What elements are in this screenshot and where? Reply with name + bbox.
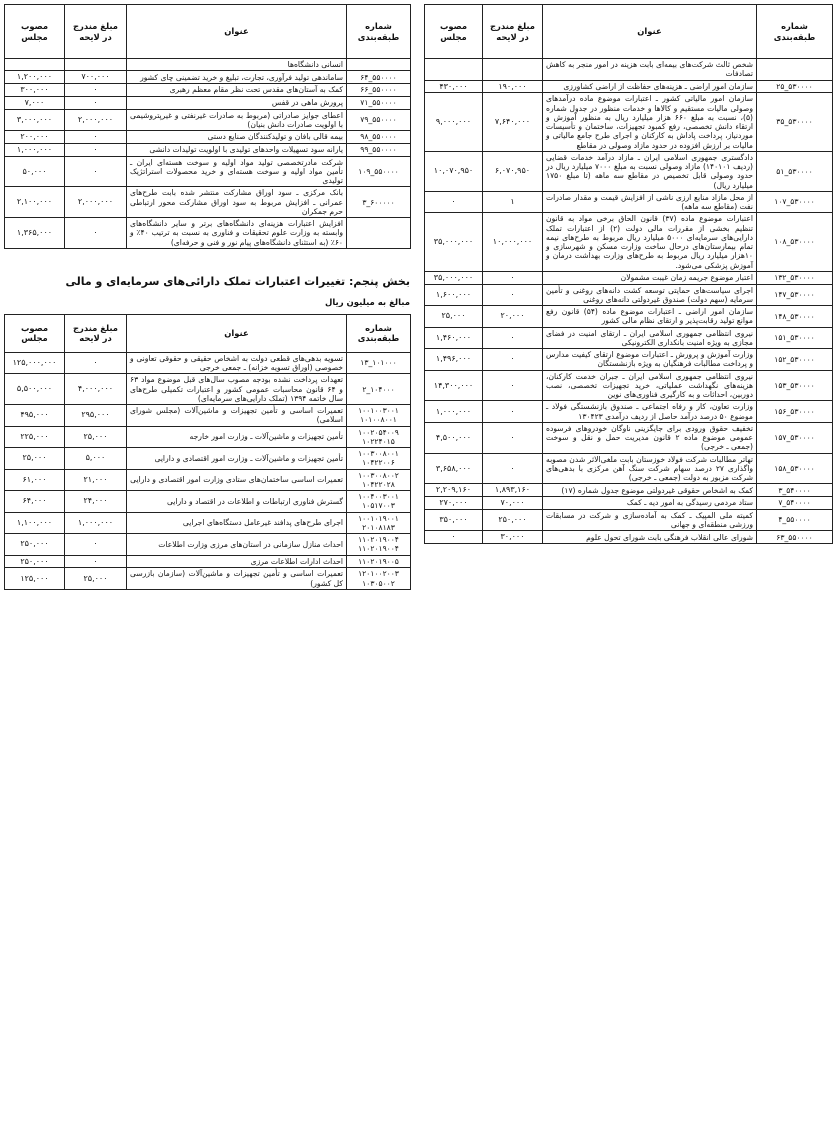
amount-cell: ۲۵,۰۰۰ (65, 568, 127, 590)
header-approved: مصوب مجلس (5, 314, 65, 352)
title-cell: سازمان امور اراضی ـ اعتبارات موضوع ماده (۵۴) قانون رفع موانع تولید رقابت‌پذیر و ارتقای نظام مالی کشور (543, 306, 757, 328)
amount-cell: ۲۱,۰۰۰ (65, 469, 127, 491)
amount-cell: ۶,۰۷۰,۹۵۰ (483, 151, 543, 191)
title-cell: کمیته ملی المپیک ـ کمک به آماده‌سازی و شرکت در مسابقات ورزشی منطقه‌ای و جهانی (543, 509, 757, 531)
title-cell: وزارت آموزش و پرورش ـ اعتبارات موضوع ارتقای کیفیت مدارس و پرداخت مطالبات فرهنگیان به ویژه بازنشستگان (543, 349, 757, 371)
header-amount: مبلغ مندرج در لایحه (483, 5, 543, 59)
amount-cell: ۱,۸۹۳,۱۶۰ (483, 484, 543, 497)
table-row (5, 109, 411, 131)
table-row (425, 59, 833, 81)
approved-cell: ۲,۱۰۰,۰۰۰ (5, 187, 65, 218)
title-cell: یارانه سود تسهیلات واحدهای تولیدی با اولویت تولیدات دانشی (127, 143, 347, 156)
title-cell: شرکت مادرتخصصی تولید مواد اولیه و سوخت هسته‌ای ایران ـ تأمین مواد اولیه و سوخت هسته‌ای و خرید محصولات استراتژیک تولیدی (127, 156, 347, 187)
code-cell: ۶۰۰۰۰۰_۳ (347, 187, 411, 218)
header-code: شماره طبقه‌بندی (347, 5, 411, 59)
table-row (425, 93, 833, 152)
amount-cell: ۰ (483, 401, 543, 423)
header-code: شماره طبقه‌بندی (347, 314, 411, 352)
code-cell: ۵۵۰۰۰۰_۹۹ (347, 143, 411, 156)
title-cell: اعطای جوایز صادراتی (مربوط به صادرات غیرنفتی و غیرپتروشیمی با اولویت صادرات دانش بنیان) (127, 109, 347, 131)
approved-cell: ۴۳۰,۰۰۰ (425, 80, 483, 93)
approved-cell: ۲۷۰,۰۰۰ (425, 497, 483, 510)
code-cell: ۵۳۰۰۰۰_۱۴۸ (757, 306, 833, 328)
amount-cell: ۰ (65, 84, 127, 97)
code-cell: ۱۰۰۴۰۰۳۰۰۱ ۱۰۵۱۷۰۰۳ (347, 491, 411, 513)
approved-cell: ۱,۳۶۵,۰۰۰ (5, 218, 65, 249)
title-cell: شورای عالی انقلاب فرهنگی بابت شورای تحول علوم (543, 531, 757, 544)
approved-cell: ۱۲۵,۰۰۰ (5, 568, 65, 590)
amount-cell: ۰ (65, 131, 127, 144)
title-cell: انسانی دانشگاه‌ها (127, 59, 347, 71)
right-table-body (425, 59, 833, 544)
table-row (425, 422, 833, 453)
approved-cell: ۱,۲۰۰,۰۰۰ (5, 71, 65, 84)
code-cell: ۵۳۰۰۰۰_۱۰۷ (757, 191, 833, 213)
amount-cell: ۰ (65, 534, 127, 556)
table-row (425, 284, 833, 306)
table-row (425, 531, 833, 544)
title-cell: نیروی انتظامی جمهوری اسلامی ایران ـ ارتقای امنیت در فضای مجازی به ویژه امنیت بانکداری الکترونیکی (543, 327, 757, 349)
title-cell: کمک به اشخاص حقوقی غیردولتی موضوع جدول شماره (۱۷) (543, 484, 757, 497)
table-row (425, 306, 833, 328)
code-cell: ۵۵۰۰۰۰_۹۸ (347, 131, 411, 144)
approved-cell: ۳۵۰,۰۰۰ (425, 509, 483, 531)
amount-cell: ۷۰,۰۰۰ (483, 497, 543, 510)
title-cell: تهاتر مطالبات شرکت فولاد خوزستان بابت ملغی‌الاثر شدن مصوبه واگذاری ۲۷ درصد سهام شرکت سنگ آهن مرکزی با بدهی‌های شرکت مزبور به دولت (جمعی ـ خرجی) (543, 453, 757, 484)
code-cell: ۵۴۰۰۰۰_۷ (757, 497, 833, 510)
amount-cell: ۱۹۰,۰۰۰ (483, 80, 543, 93)
approved-cell: ۴۹۵,۰۰۰ (5, 405, 65, 427)
approved-cell: ۵,۵۰۰,۰۰۰ (5, 374, 65, 405)
approved-cell: ۱,۰۰۰,۰۰۰ (425, 401, 483, 423)
title-cell: ستاد مردمی رسیدگی به امور دیه ـ کمک (543, 497, 757, 510)
code-cell: ۵۵۰۰۰۰_۶۶ (347, 84, 411, 97)
approved-cell: ۱,۴۶۰,۰۰۰ (425, 327, 483, 349)
approved-cell: ۶۴,۰۰۰ (5, 491, 65, 513)
code-cell: ۵۳۰۰۰۰_۱۰۸ (757, 213, 833, 272)
approved-cell: ۱۴,۳۰۰,۰۰۰ (425, 370, 483, 401)
table-row (425, 80, 833, 93)
code-cell: ۵۳۰۰۰۰_۱۵۶ (757, 401, 833, 423)
title-cell: بانک مرکزی ـ سود اوراق مشارکت منتشر شده بابت طرح‌های عمرانی ـ افزایش مربوط به سود اوراق مشارکت محور ارتباطی حرم جمکران (127, 187, 347, 218)
right-table (424, 4, 833, 544)
table-row (5, 187, 411, 218)
amount-cell: ۵,۰۰۰ (65, 448, 127, 470)
code-cell: ۱۰۱۰۰۰_۱۳ (347, 352, 411, 374)
table-row (425, 213, 833, 272)
approved-cell: ۳,۰۰۰,۰۰۰ (5, 109, 65, 131)
code-cell: ۵۵۰۰۰۰_۶۳ (757, 531, 833, 544)
title-cell: اجرای سیاست‌های حمایتی توسعه کشت دانه‌های روغنی و تأمین سرمایه (سهم دولت) صندوق غیردولتی دانه‌های روغنی (543, 284, 757, 306)
amount-cell: ۴,۰۰۰,۰۰۰ (65, 374, 127, 405)
header-approved: مصوب مجلس (425, 5, 483, 59)
approved-cell: ۳۵,۰۰۰,۰۰۰ (425, 271, 483, 284)
table-row (425, 271, 833, 284)
right-column (424, 4, 832, 544)
amount-cell (65, 59, 127, 71)
title-cell: تسویه بدهی‌های قطعی دولت به اشخاص حقیقی و حقوقی تعاونی و خصوصی (اوراق تسویه خزانه) ـ جمعی خرجی (127, 352, 347, 374)
amount-cell: ۰ (65, 555, 127, 568)
amount-cell: ۲۵۰,۰۰۰ (483, 509, 543, 531)
title-cell: ساماندهی تولید فرآوری، تجارت، تبلیغ و خرید تضمینی چای کشور (127, 71, 347, 84)
code-cell: ۵۳۰۰۰۰_۱۵۷ (757, 422, 833, 453)
amount-cell: ۰ (483, 349, 543, 371)
left-column (4, 4, 410, 590)
header-title: عنوان (127, 5, 347, 59)
unit-label: مبالغ به میلیون ریال (324, 297, 410, 308)
approved-cell: ۲۵۰,۰۰۰ (5, 534, 65, 556)
table-row (5, 352, 411, 374)
approved-cell: ۱,۶۰۰,۰۰۰ (425, 284, 483, 306)
code-cell: ۵۳۰۰۰۰_۱۵۸ (757, 453, 833, 484)
approved-cell: ۱,۴۹۶,۰۰۰ (425, 349, 483, 371)
table-row (5, 512, 411, 534)
code-cell: ۱۰۰۱۰۱۹۰۰۱ ۲۰۱۰۸۱۸۳ (347, 512, 411, 534)
title-cell: احداث ادارات اطلاعات مرزی (127, 555, 347, 568)
table-row (425, 370, 833, 401)
code-cell: ۱۰۰۳۰۰۸۰۰۲ ۱۰۴۲۲۰۲۸ (347, 469, 411, 491)
code-cell: ۵۳۰۰۰۰_۱۵۲ (757, 349, 833, 371)
table-row (425, 151, 833, 191)
title-cell: سازمان امور مالیاتی کشور ـ اعتبارات موضوع ماده درآمدهای وصولی مالیات مستقیم و کالاها و خدمات منظور در جدول شماره (۵)، نسبت به مبلغ ۶۶۰ هزار میلیارد ریال به منظور آموزش و ارتقاء دانش تخصصی، رفع کمبود تجهیزات، ساختمان و تأسیسات موردنیاز، پرداخت پاداش به کارکنان و اجرای طرح جامع مالیاتی و مالیات بر ارزش افزوده در حدود مازاد وصولی در مقاطع (543, 93, 757, 152)
approved-cell: ۲۵,۰۰۰ (425, 306, 483, 328)
approved-cell: ۰ (425, 191, 483, 213)
approved-cell (5, 59, 65, 71)
code-cell: ۱۱۰۲۰۱۹۰۰۵ (347, 555, 411, 568)
table-row (5, 96, 411, 109)
title-cell: دادگستری جمهوری اسلامی ایران ـ مازاد درآمد خدمات قضایی (ردیف ۱۴۰۱۰۱) مازاد وصولی نسبت به مبلغ ۷۰۰۰ میلیارد ریال در حدود وصولی قابل تخصیص در مقاطع سه ماهه (تا مبلغ ۱۷۵۰ میلیارد ریال) (543, 151, 757, 191)
title-cell: اعتبار موضوع جریمه زمان غیبت مشمولان (543, 271, 757, 284)
amount-cell (483, 59, 543, 81)
code-cell: ۵۵۰۰۰۰_۱۰۹ (347, 156, 411, 187)
title-cell: کمک به آستان‌های مقدس تحت نظر مقام معظم رهبری (127, 84, 347, 97)
approved-cell: ۹,۰۰۰,۰۰۰ (425, 93, 483, 152)
title-cell: تعمیرات اساسی و تأمین تجهیزات و ماشین‌آلات (مجلس شورای اسلامی) (127, 405, 347, 427)
table-row (5, 59, 411, 71)
title-cell: سازمان امور اراضی ـ هزینه‌های حفاظت از اراضی کشاورزی (543, 80, 757, 93)
code-cell: ۵۳۰۰۰۰_۱۵۳ (757, 370, 833, 401)
amount-cell: ۰ (65, 143, 127, 156)
table-row (5, 143, 411, 156)
code-cell: ۱۲۰۱۰۰۲۰۰۳ ۱۰۳۰۵۰۰۲ (347, 568, 411, 590)
code-cell: ۱۰۰۱۰۰۳۰۰۱ ۱۰۱۰۰۸۰۰۱ (347, 405, 411, 427)
title-cell: نیروی انتظامی جمهوری اسلامی ایران ـ جبران خدمت کارکنان، هزینه‌های نگهداشت عملیاتی، خرید تجهیزات تخصصی، نصب دوربین، احداثات و به کارگیری فناوری‌های نوین (543, 370, 757, 401)
amount-cell: ۰ (65, 156, 127, 187)
left-top-table-body (5, 59, 411, 249)
title-cell: تعهدات پرداخت نشده بودجه مصوب سال‌های قبل موضوع مواد ۶۳ و ۶۴ قانون محاسبات عمومی کشور و اعتبارات تکمیلی طرح‌های سال خاتمه ۱۳۹۴ (تملک دارایی‌های سرمایه‌ای) (127, 374, 347, 405)
approved-cell (425, 59, 483, 81)
header-approved: مصوب مجلس (5, 5, 65, 59)
amount-cell: ۰ (483, 453, 543, 484)
table-row (5, 448, 411, 470)
section-title: بخش پنجم: تغییرات اعتبارات تملک دارائی‌های سرمایه‌ای و مالی (65, 274, 410, 288)
title-cell: پرورش ماهی در قفس (127, 96, 347, 109)
table-row (5, 534, 411, 556)
left-top-table (4, 4, 411, 249)
amount-cell: ۱ (483, 191, 543, 213)
approved-cell: ۲۵۰,۰۰۰ (5, 555, 65, 568)
code-cell: ۵۳۰۰۰۰_۳۵ (757, 93, 833, 152)
header-amount: مبلغ مندرج در لایحه (65, 314, 127, 352)
approved-cell: ۴,۵۰۰,۰۰۰ (425, 422, 483, 453)
code-cell (757, 59, 833, 81)
table-row (425, 191, 833, 213)
left-bottom-table (4, 314, 411, 590)
table-row (5, 469, 411, 491)
code-cell: ۵۴۰۰۰۰_۳ (757, 484, 833, 497)
code-cell: ۵۳۰۰۰۰_۱۳۲ (757, 271, 833, 284)
approved-cell: ۰ (425, 531, 483, 544)
approved-cell: ۱۲۵,۰۰۰,۰۰۰ (5, 352, 65, 374)
table-row (5, 374, 411, 405)
title-cell: از محل مازاد منابع ارزی ناشی از افزایش قیمت و مقدار صادرات نفت (مقاطع سه ماهه) (543, 191, 757, 213)
amount-cell: ۱,۰۰۰,۰۰۰ (65, 512, 127, 534)
code-cell: ۵۳۰۰۰۰_۵۱ (757, 151, 833, 191)
code-cell: ۱۱۰۲۰۱۹۰۰۴ ۱۱۰۲۰۱۹۰۰۴ (347, 534, 411, 556)
amount-cell: ۰ (65, 352, 127, 374)
table-row (425, 453, 833, 484)
code-cell: ۵۵۰۰۰۰_۷۱ (347, 96, 411, 109)
table-row (425, 349, 833, 371)
approved-cell: ۲۲۵,۰۰۰ (5, 426, 65, 448)
approved-cell: ۷,۰۰۰ (5, 96, 65, 109)
title-cell: احداث منازل سازمانی در استان‌های مرزی وزارت اطلاعات (127, 534, 347, 556)
table-row (5, 555, 411, 568)
table-row (5, 491, 411, 513)
amount-cell: ۲,۰۰۰,۰۰۰ (65, 109, 127, 131)
amount-cell: ۰ (65, 218, 127, 249)
approved-cell: ۱۰,۰۷۰,۹۵۰ (425, 151, 483, 191)
amount-cell: ۰ (483, 422, 543, 453)
title-cell: تأمین تجهیزات و ماشین‌آلات ـ وزارت امور اقتصادی و دارایی (127, 448, 347, 470)
table-row (425, 497, 833, 510)
amount-cell: ۲۰,۰۰۰ (483, 306, 543, 328)
header-code: شماره طبقه‌بندی (757, 5, 833, 59)
amount-cell: ۰ (483, 271, 543, 284)
amount-cell: ۰ (65, 96, 127, 109)
approved-cell: ۳۵,۰۰۰,۰۰۰ (425, 213, 483, 272)
code-cell: ۵۵۰۰۰۰_۷۹ (347, 109, 411, 131)
amount-cell: ۱۰,۰۰۰,۰۰۰ (483, 213, 543, 272)
approved-cell: ۳۰۰,۰۰۰ (5, 84, 65, 97)
title-cell: گسترش فناوری ارتباطات و اطلاعات در اقتصاد و دارایی (127, 491, 347, 513)
code-cell: ۵۵۰۰۰۰_۴ (757, 509, 833, 531)
code-cell: ۵۳۰۰۰۰_۱۵۱ (757, 327, 833, 349)
title-cell: افزایش اعتبارات هزینه‌ای دانشگاه‌های برتر و سایر دانشگاه‌های وابسته به وزارت علوم تحقیقات و فناوری به نسبت به ترتیب ۴۰٪ و ۶۰٪ (به استثنای دانشگاه‌های پیام نور و فنی و حرفه‌ای) (127, 218, 347, 249)
title-cell: تخفیف حقوق ورودی برای جایگزینی ناوگان خودروهای فرسوده عمومی موضوع ماده ۲ قانون مدیریت حمل و نقل و سوخت (جمعی ـ خرجی) (543, 422, 757, 453)
table-row (5, 156, 411, 187)
table-row (5, 426, 411, 448)
header-title: عنوان (127, 314, 347, 352)
title-cell: تأمین تجهیزات و ماشین‌آلات ـ وزارت امور خارجه (127, 426, 347, 448)
title-cell: تعمیرات اساسی ساختمان‌های ستادی وزارت امور اقتصادی و دارایی (127, 469, 347, 491)
title-cell: اعتبارات موضوع ماده (۳۷) قانون الحاق برخی مواد به قانون تنظیم بخشی از مقررات مالی دولت (۲) از اعتبارات تملک دارایی‌های سرمایه‌ای ۵۰۰۰ میلیارد ریال مربوط به طرح‌های نیمه تمام بیمارستان‌های درحال ساخت وزارت مسکن و شهرسازی و ۱۰هزار میلیارد ریال مربوط به طرح‌های وزارت بهداشت درمان و آموزش پزشکی می‌شود. (543, 213, 757, 272)
code-cell: ۵۳۰۰۰۰_۲۵ (757, 80, 833, 93)
code-cell: ۱۰۴۰۰۰_۲ (347, 374, 411, 405)
amount-cell: ۲۵,۰۰۰ (65, 426, 127, 448)
approved-cell: ۲۵,۰۰۰ (5, 448, 65, 470)
amount-cell: ۲۴,۰۰۰ (65, 491, 127, 513)
code-cell (347, 218, 411, 249)
code-cell: ۵۳۰۰۰۰_۱۴۷ (757, 284, 833, 306)
amount-cell: ۳۰,۰۰۰ (483, 531, 543, 544)
table-row (5, 131, 411, 144)
table-row (5, 405, 411, 427)
amount-cell: ۰ (483, 284, 543, 306)
amount-cell: ۰ (483, 370, 543, 401)
table-row (425, 484, 833, 497)
approved-cell: ۵۰,۰۰۰ (5, 156, 65, 187)
code-cell (347, 59, 411, 71)
header-title: عنوان (543, 5, 757, 59)
table-row (425, 327, 833, 349)
approved-cell: ۲,۲۰۹,۱۶۰ (425, 484, 483, 497)
page (4, 4, 832, 1134)
table-row (5, 218, 411, 249)
amount-cell: ۷,۶۴۰,۰۰۰ (483, 93, 543, 152)
approved-cell: ۶۱,۰۰۰ (5, 469, 65, 491)
title-cell: اجرای طرح‌های پدافند غیرعامل دستگاه‌های اجرایی (127, 512, 347, 534)
left-bottom-table-body (5, 352, 411, 589)
header-amount: مبلغ مندرج در لایحه (65, 5, 127, 59)
table-row (425, 509, 833, 531)
approved-cell: ۲۰۰,۰۰۰ (5, 131, 65, 144)
title-cell: وزارت تعاون، کار و رفاه اجتماعی ـ صندوق بازنشستگی فولاد ـ موضوع ۵۰ درصد درآمد حاصل از ردیف درآمدی ۱۳۰۴۲۳ (543, 401, 757, 423)
code-cell: ۵۵۰۰۰۰_۶۴ (347, 71, 411, 84)
approved-cell: ۱,۰۰۰,۰۰۰ (5, 143, 65, 156)
amount-cell: ۷۰۰,۰۰۰ (65, 71, 127, 84)
amount-cell: ۲,۰۰۰,۰۰۰ (65, 187, 127, 218)
table-row (5, 71, 411, 84)
title-cell: تعمیرات اساسی و تأمین تجهیزات و ماشین‌آلات (سازمان بازرسی کل کشور) (127, 568, 347, 590)
table-row (5, 84, 411, 97)
table-row (5, 568, 411, 590)
amount-cell: ۰ (483, 327, 543, 349)
code-cell: ۱۰۰۳۰۰۸۰۰۱ ۱۰۴۲۲۰۰۶ (347, 448, 411, 470)
amount-cell: ۲۹۵,۰۰۰ (65, 405, 127, 427)
approved-cell: ۱,۱۰۰,۰۰۰ (5, 512, 65, 534)
title-cell: شخص ثالث شرکت‌های بیمه‌ای بابت هزینه در امور منجر به کاهش تصادفات (543, 59, 757, 81)
code-cell: ۱۰۰۲۰۵۴۰۰۹ ۱۰۲۲۴۰۱۵ (347, 426, 411, 448)
table-row (425, 401, 833, 423)
approved-cell: ۳,۶۵۸,۰۰۰ (425, 453, 483, 484)
title-cell: بیمه قالی بافان و تولیدکنندگان صنایع دستی (127, 131, 347, 144)
